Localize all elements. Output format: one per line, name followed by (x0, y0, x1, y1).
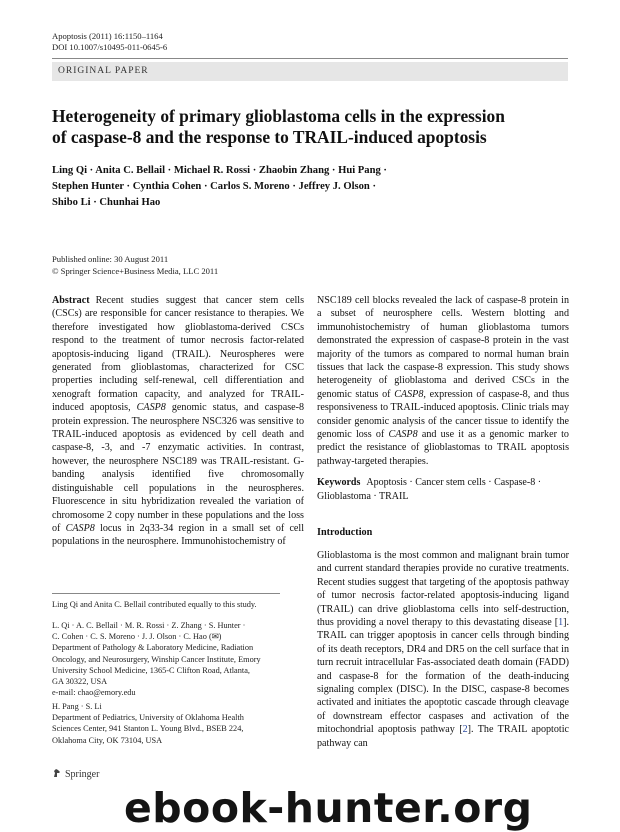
abstract-label: Abstract (52, 295, 90, 306)
paper-title (52, 106, 552, 148)
abstract-text: NSC189 cell blocks revealed the lack of caspase-8 protein in a subset of neurosphere cells. Western blotting and immunohistochemistry of human glioblastoma tumors demonstrated the expression of caspase-8 protein in the vast majority of the tumors as compared to normal human brain tissues that lack the caspase-8 expression. This study shows heterogeneity of glioblastoma and derived CSCs in the genomic status of (317, 295, 569, 400)
affiliation-line: Department of Pathology & Laboratory Medicine, Radiation (52, 643, 254, 653)
keywords-label: Keywords (317, 477, 361, 488)
author-line: Ling Qi · Anita C. Bellail · Michael R. Rossi · Zhaobin Zhang · Hui Pang · (52, 165, 387, 176)
publication-info (52, 253, 218, 277)
gene-name: CASP8 (65, 522, 95, 534)
springer-horse-icon (52, 768, 62, 778)
introduction-body (317, 549, 569, 750)
affiliation-authors: H. Pang · S. Li (52, 702, 102, 711)
abstract-text: genomic status, and caspase-8 protein expression. The neurosphere NSC326 was sensitive to TRAIL-induced apoptosis as evidenced by cell death and caspase-8, -3, and -7 enzymatic activities. In contrast, however, the neurosphere NSC189 was TRAIL-resistant. G-banding analysis identified five chromosomally distinguishable cell populations in the neurospheres. Fluorescence in situ hybridization revealed the variation of chromosome 2 copy number in these populations and the loss of (52, 402, 305, 534)
keywords-text: Apoptosis · Cancer stem cells · Caspase-8 · Glioblastoma · TRAIL (317, 477, 542, 502)
title-line: Heterogeneity of primary glioblastoma cells in the expression (52, 106, 505, 126)
abstract-left-column (52, 294, 304, 549)
article-type-banner (52, 62, 568, 81)
introduction-heading: Introduction (317, 527, 373, 538)
affiliation-line: GA 30322, USA (52, 677, 108, 687)
affiliation-line: Oklahoma City, OK 73104, USA (52, 735, 163, 745)
intro-text: ]. The TRAIL apoptotic pathway can (317, 724, 569, 749)
reference-link[interactable]: 2 (462, 724, 468, 736)
copyright: © Springer Science+Business Media, LLC 2011 (52, 266, 219, 276)
journal-citation: Apoptosis (2011) 16:1150–1164 (52, 31, 163, 41)
intro-text: ]. TRAIL can trigger apoptosis in cancer cells through binding of its death receptors, DR4 and DR5 on the cell surface that in turn recruit intracellular Fas-associated death domain (FADD) and caspase-8 for the formation of the death-inducing signaling complex (DISC). In the DISC, caspase-8 becomes activated and initiates the apoptotic cascade through cleavage of downstream effector caspases and activation of the mitochondrial apoptosis pathway [ (317, 617, 569, 736)
publisher-name: Springer (65, 769, 100, 780)
abstract-text: , expression of caspase-8, and thus responsiveness to TRAIL-induced apoptosis. Clinic trials may consider genomic analysis of the cancer tissue to identify the genomic loss of (317, 388, 570, 441)
author-line: Shibo Li · Chunhai Hao (52, 197, 161, 208)
abstract-text: and use it as a genomic marker to predict the resistance of glioblastomas to TRAIL apoptosis pathway-targeted therapies. (317, 429, 569, 467)
footnote-rule (52, 593, 280, 594)
keywords (317, 476, 569, 504)
corresponding-email[interactable]: e-mail: chao@emory.edu (52, 688, 136, 698)
header-rule (52, 58, 568, 59)
equal-contribution-note: Ling Qi and Anita C. Bellail contributed equally to this study. (52, 600, 257, 609)
author-line: Stephen Hunter · Cynthia Cohen · Carlos S. Moreno · Jeffrey J. Olson · (52, 181, 377, 192)
reference-link[interactable]: 1 (558, 617, 564, 629)
gene-name: CASP8 (136, 402, 166, 414)
affiliation-line: Sciences Center, 941 Stanton L. Young Blvd., BSEB 224, (52, 724, 244, 734)
affiliation-authors: L. Qi · A. C. Bellail · M. R. Rossi · Z. Zhang · S. Hunter · (52, 621, 246, 630)
gene-name: CASP8 (388, 429, 418, 441)
published-date: Published online: 30 August 2011 (52, 254, 169, 264)
affiliation-2 (52, 701, 304, 746)
affiliation-line: Department of Pediatrics, University of Oklahoma Health (52, 713, 244, 723)
abstract-right-column (317, 294, 569, 468)
watermark: ebook-hunter.org (124, 784, 533, 832)
affiliation-line: University School Medicine, 1365-C Clifton Road, Atlanta, (52, 665, 250, 675)
affiliation-line: Oncology, and Neurosurgery, Winship Cancer Institute, Emory (52, 654, 261, 664)
article-type: ORIGINAL PAPER (58, 66, 149, 76)
affiliation-1 (52, 620, 304, 698)
abstract-text: Recent studies suggest that cancer stem cells (CSCs) are responsible for cancer resistance to therapies. We therefore investigated how glioblastoma-derived CSCs respond to the treatment of tumor necrosis factor-related apoptosis-inducing ligand (TRAIL). Neurospheres were generated from glioblastomas, characterized for CSC properties including self-renewal, cell differentiation and xenograft formation capacity, and analyzed for TRAIL-induced apoptosis, (52, 295, 304, 414)
abstract-text: locus in 2q33-34 region in a small set of cell populations in the neurosphere. Immunohistochemistry of (52, 522, 305, 548)
publisher-logo (52, 768, 99, 780)
intro-text: Glioblastoma is the most common and malignant brain tumor and current standard therapies provide no curative treatments. Recent studies suggest that targeting of the apoptosis pathway of tumor necrosis factor-related apoptosis-inducing ligand (TRAIL) can drive glioblastoma cells into self-destruction, thus providing a novel therapy to this devastating disease [ (317, 550, 569, 629)
journal-header (52, 31, 167, 53)
affiliation-authors: C. Cohen · C. S. Moreno · J. J. Olson · C. Hao (✉) (52, 632, 222, 642)
doi: DOI 10.1007/s10495-011-0645-6 (52, 42, 168, 52)
title-line: of caspase-8 and the response to TRAIL-induced apoptosis (52, 127, 487, 147)
author-list (52, 163, 522, 211)
gene-name: CASP8 (394, 388, 424, 400)
